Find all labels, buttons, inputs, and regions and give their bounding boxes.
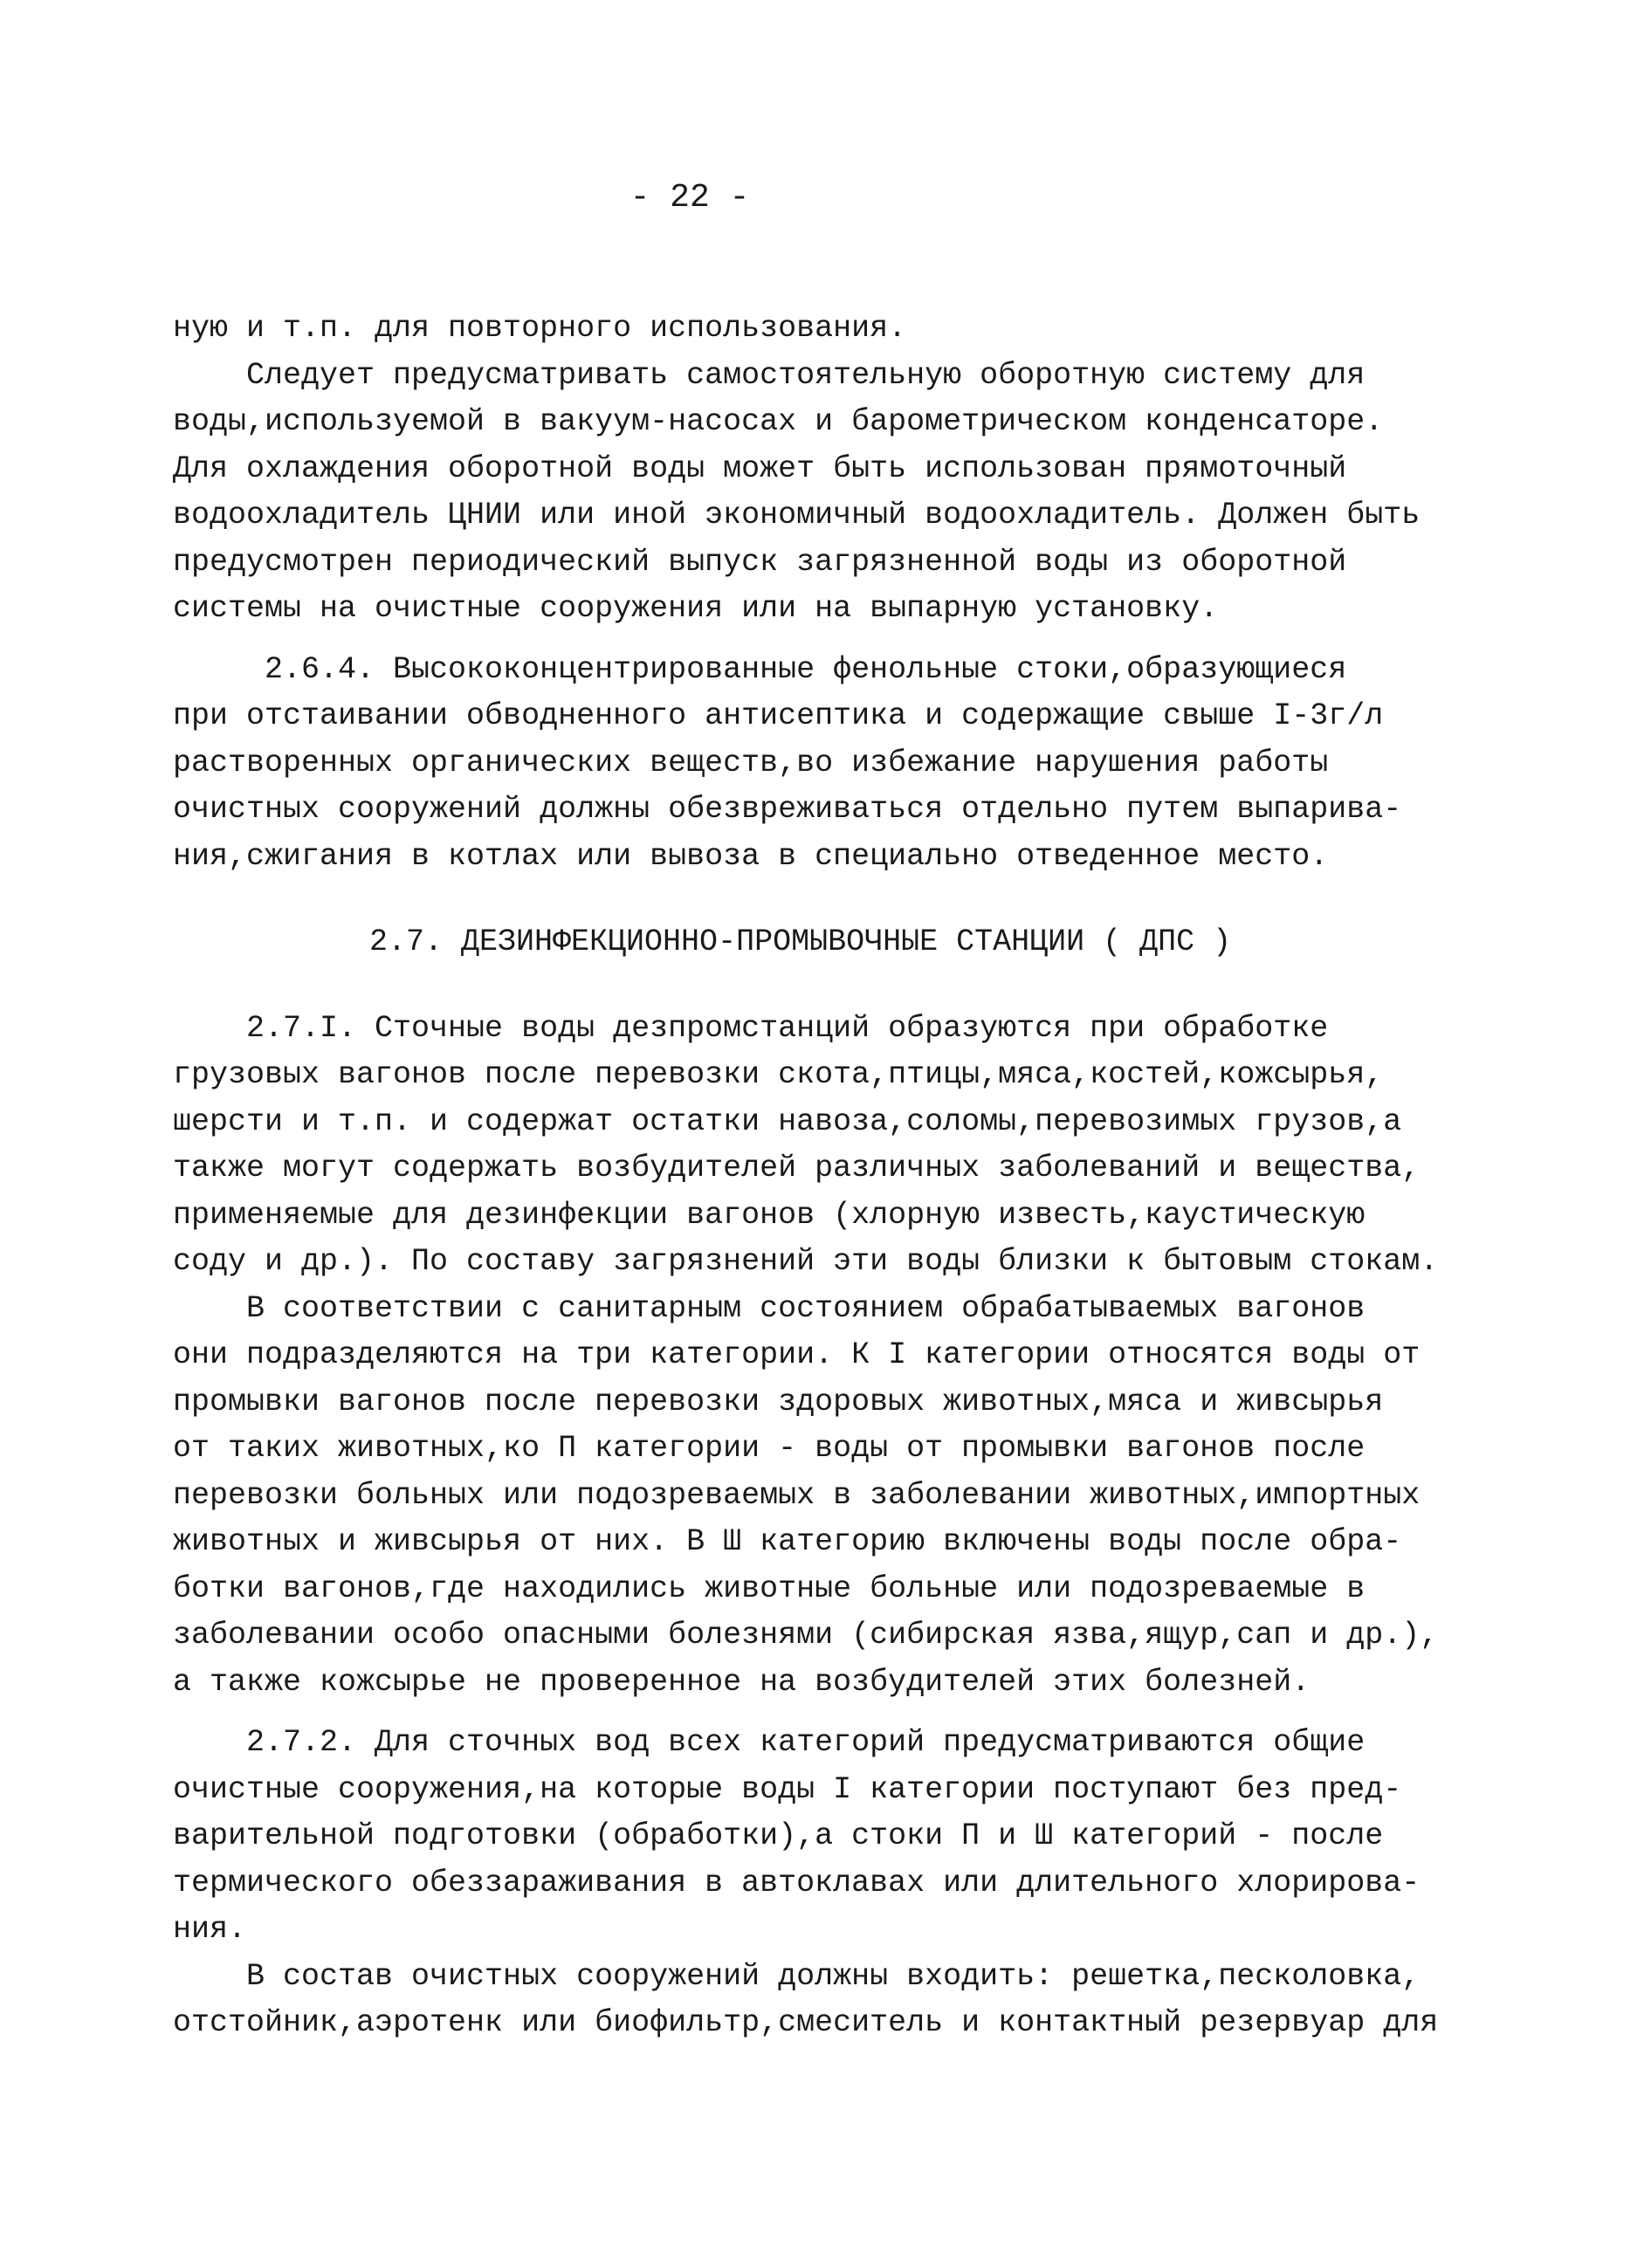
text-line: 2.7.I. Сточные воды дезпромстанций образуются при обработке: [173, 1010, 1329, 1046]
text-line: заболевании особо опасными болезнями (сибирская язва,ящур,сап и др.),: [173, 1618, 1439, 1653]
text-line: В состав очистных сооружений должны входить: решетка,песколовка,: [173, 1958, 1421, 1994]
text-line: ния.: [173, 1912, 247, 1947]
text-line: грузовых вагонов после перевозки скота,птицы,мяса,костей,кожсырья,: [173, 1057, 1384, 1092]
paragraph: [173, 1720, 1517, 2047]
text-line: 2.7.2. Для сточных вод всех категорий предусматриваются общие: [173, 1725, 1366, 1760]
paragraph: [173, 1006, 1517, 1707]
document-body: [173, 306, 1517, 2047]
section-heading: [173, 919, 1517, 966]
paragraph-gap: [173, 880, 1517, 919]
paragraph-gap: [173, 1706, 1517, 1720]
text-line: отстойник,аэротенк или биофильтр,смеситель и контактный резервуар для: [173, 2005, 1439, 2040]
text-line: Для охлаждения оборотной воды может быть использован прямоточный: [173, 450, 1347, 486]
text-line: перевозки больных или подозреваемых в заболевании животных,импортных: [173, 1477, 1421, 1513]
text-line: ботки вагонов,где находились животные больные или подозреваемые в: [173, 1570, 1366, 1606]
text-line: животных и живсырья от них. В Ш категорию включены воды после обра-: [173, 1524, 1402, 1559]
text-line: очистные сооружения,на которые воды I категории поступают без пред-: [173, 1771, 1402, 1807]
heading-line: 2.7. ДЕЗИНФЕКЦИОННО-ПРОМЫВОЧНЫЕ СТАНЦИИ ( ДПС ): [369, 924, 1232, 959]
text-line: водоохладитель ЦНИИ или иной экономичный водоохладитель. Должен быть: [173, 498, 1421, 533]
page-number: - 22 -: [629, 179, 750, 216]
text-line: системы на очистные сооружения или на выпарную установку.: [173, 591, 1219, 626]
text-line: они подразделяются на три категории. К I категории относятся воды от: [173, 1337, 1421, 1372]
text-line: шерсти и т.п. и содержат остатки навоза,соломы,перевозимых грузов,а: [173, 1103, 1402, 1139]
text-line: варительной подготовки (обработки),а стоки П и Ш категорий - после: [173, 1818, 1384, 1853]
paragraph: [173, 647, 1517, 881]
paragraph-gap: [173, 966, 1517, 1006]
text-line: ную и т.п. для повторного использования.: [173, 311, 907, 346]
paragraph-gap: [173, 633, 1517, 647]
text-line: ния,сжигания в котлах или вывоза в специально отведенное место.: [173, 838, 1329, 874]
text-line: промывки вагонов после перевозки здоровых животных,мяса и живсырья: [173, 1384, 1384, 1419]
text-line: при отстаивании обводненного антисептика и содержащие свыше I-3г/л: [173, 698, 1384, 733]
text-line: соду и др.). По составу загрязнений эти воды близки к бытовым стокам.: [173, 1244, 1439, 1279]
text-line: также могут содержать возбудителей различных заболеваний и вещества,: [173, 1151, 1421, 1186]
paragraph: [173, 306, 1517, 633]
text-line: воды,используемой в вакуум-насосах и барометрическом конденсаторе.: [173, 404, 1384, 439]
text-line: 2.6.4. Высококонцентрированные фенольные стоки,образующиеся: [173, 651, 1347, 687]
text-line: Следует предусматривать самостоятельную оборотную систему для: [173, 357, 1366, 393]
text-line: от таких животных,ко П категории - воды от промывки вагонов после: [173, 1431, 1366, 1466]
text-line: а также кожсырье не проверенное на возбудителей этих болезней.: [173, 1664, 1310, 1700]
text-line: предусмотрен периодический выпуск загрязненной воды из оборотной: [173, 544, 1347, 580]
text-line: В соответствии с санитарным состоянием обрабатываемых вагонов: [173, 1290, 1366, 1326]
text-line: термического обеззараживания в автоклавах или длительного хлорирова-: [173, 1865, 1421, 1900]
text-line: применяемые для дезинфекции вагонов (хлорную известь,каустическую: [173, 1197, 1366, 1233]
text-line: растворенных органических веществ,во избежание нарушения работы: [173, 745, 1329, 780]
text-line: очистных сооружений должны обезвреживаться отдельно путем выпарива-: [173, 792, 1402, 827]
